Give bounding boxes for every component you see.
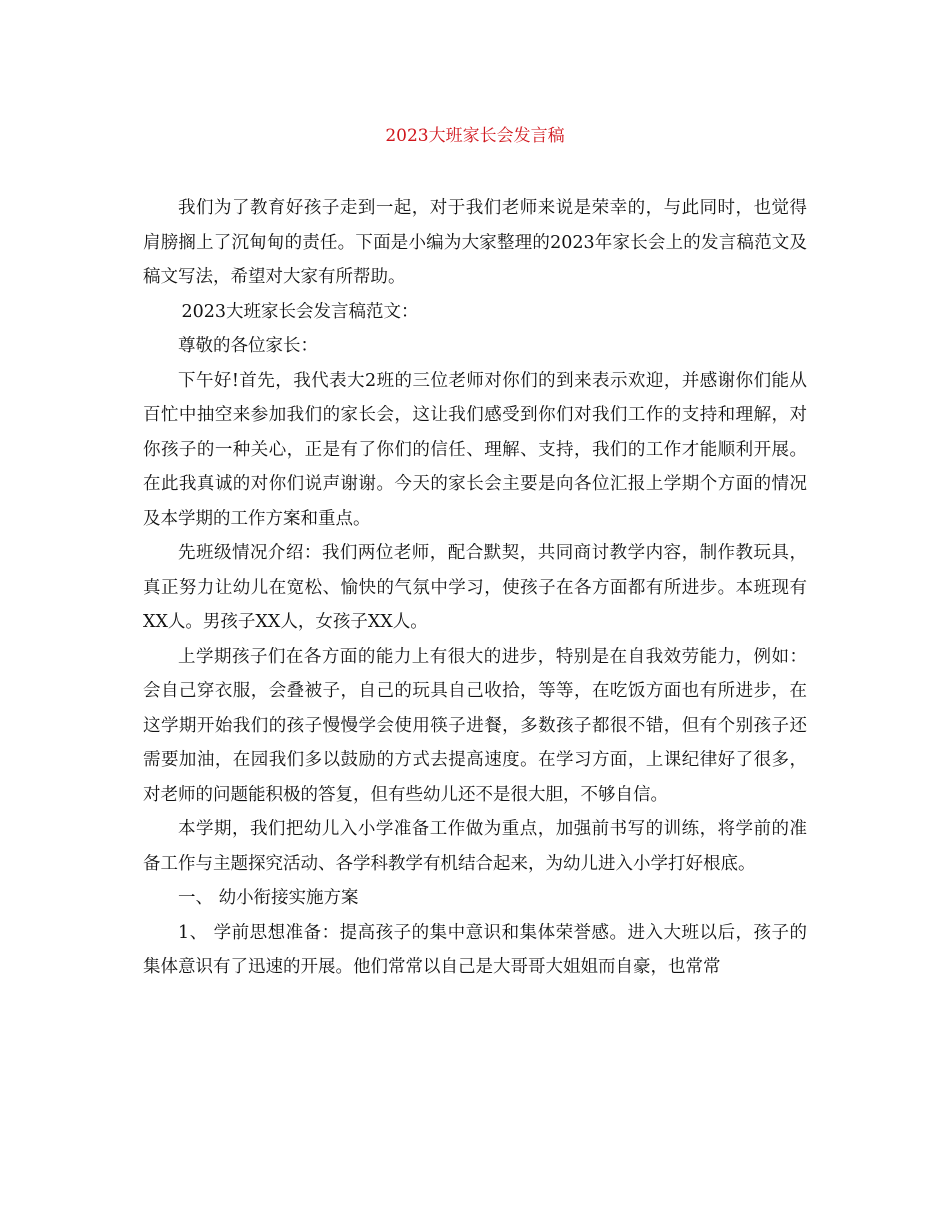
document-title: 2023大班家长会发言稿 — [385, 126, 565, 146]
paragraph-semester-focus: 本学期，我们把幼儿入小学准备工作做为重点，加强前书写的训练，将学前的准备工作与主题探究活动、各学科教学有机结合起来，为幼儿进入小学打好根底。 — [143, 819, 807, 874]
salutation: 尊敬的各位家长： — [178, 336, 318, 356]
paragraph-class-intro: 先班级情况介绍：我们两位老师，配合默契，共同商讨教学内容，制作教玩具，真正努力让幼儿在宽松、愉快的气氛中学习，使孩子在各方面都有所进步。本班现有XX人。男孩子XX人，女孩子XX人。 — [143, 543, 807, 632]
paragraph-progress: 上学期孩子们在各方面的能力上有很大的进步，特别是在自我效劳能力，例如：会自己穿衣服，会叠被子，自己的玩具自己收拾，等等，在吃饭方面也有所进步，在这学期开始我们的孩子慢慢学会使用筷子进餐，多数孩子都很不错，但有个别孩子还需要加油，在园我们多以鼓励的方式去提高速度。在学习方面，上课纪律好了很多，对老师的问题能积极的答复，但有些幼儿还不是很大胆，不够自信。 — [143, 646, 807, 805]
subheading-transition-plan: 一、 幼小衔接实施方案 — [178, 888, 359, 908]
intro-paragraph: 我们为了教育好孩子走到一起，对于我们老师来说是荣幸的，与此同时，也觉得肩膀搁上了沉甸甸的责任。下面是小编为大家整理的2023年家长会上的发言稿范文及稿文写法，希望对大家有所帮助。 — [143, 198, 807, 287]
paragraph-welcome: 下午好!首先，我代表大2班的三位老师对你们的到来表示欢迎，并感谢你们能从百忙中抽空来参加我们的家长会，这让我们感受到你们对我们工作的支持和理解，对你孩子的一种关心，正是有了你们的信任、理解、支持，我们的工作才能顺利开展。在此我真诚的对你们说声谢谢。今天的家长会主要是向各位汇报上学期个方面的情况及本学期的工作方案和重点。 — [143, 370, 807, 529]
document-body — [143, 191, 807, 985]
paragraph-item-1: 1、 学前思想准备：提高孩子的集中意识和集体荣誉感。进入大班以后，孩子的集体意识有了迅速的开展。他们常常以自己是大哥哥大姐姐而自豪，也常常 — [143, 922, 807, 977]
section-heading: 2023大班家长会发言稿范文： — [181, 301, 419, 322]
